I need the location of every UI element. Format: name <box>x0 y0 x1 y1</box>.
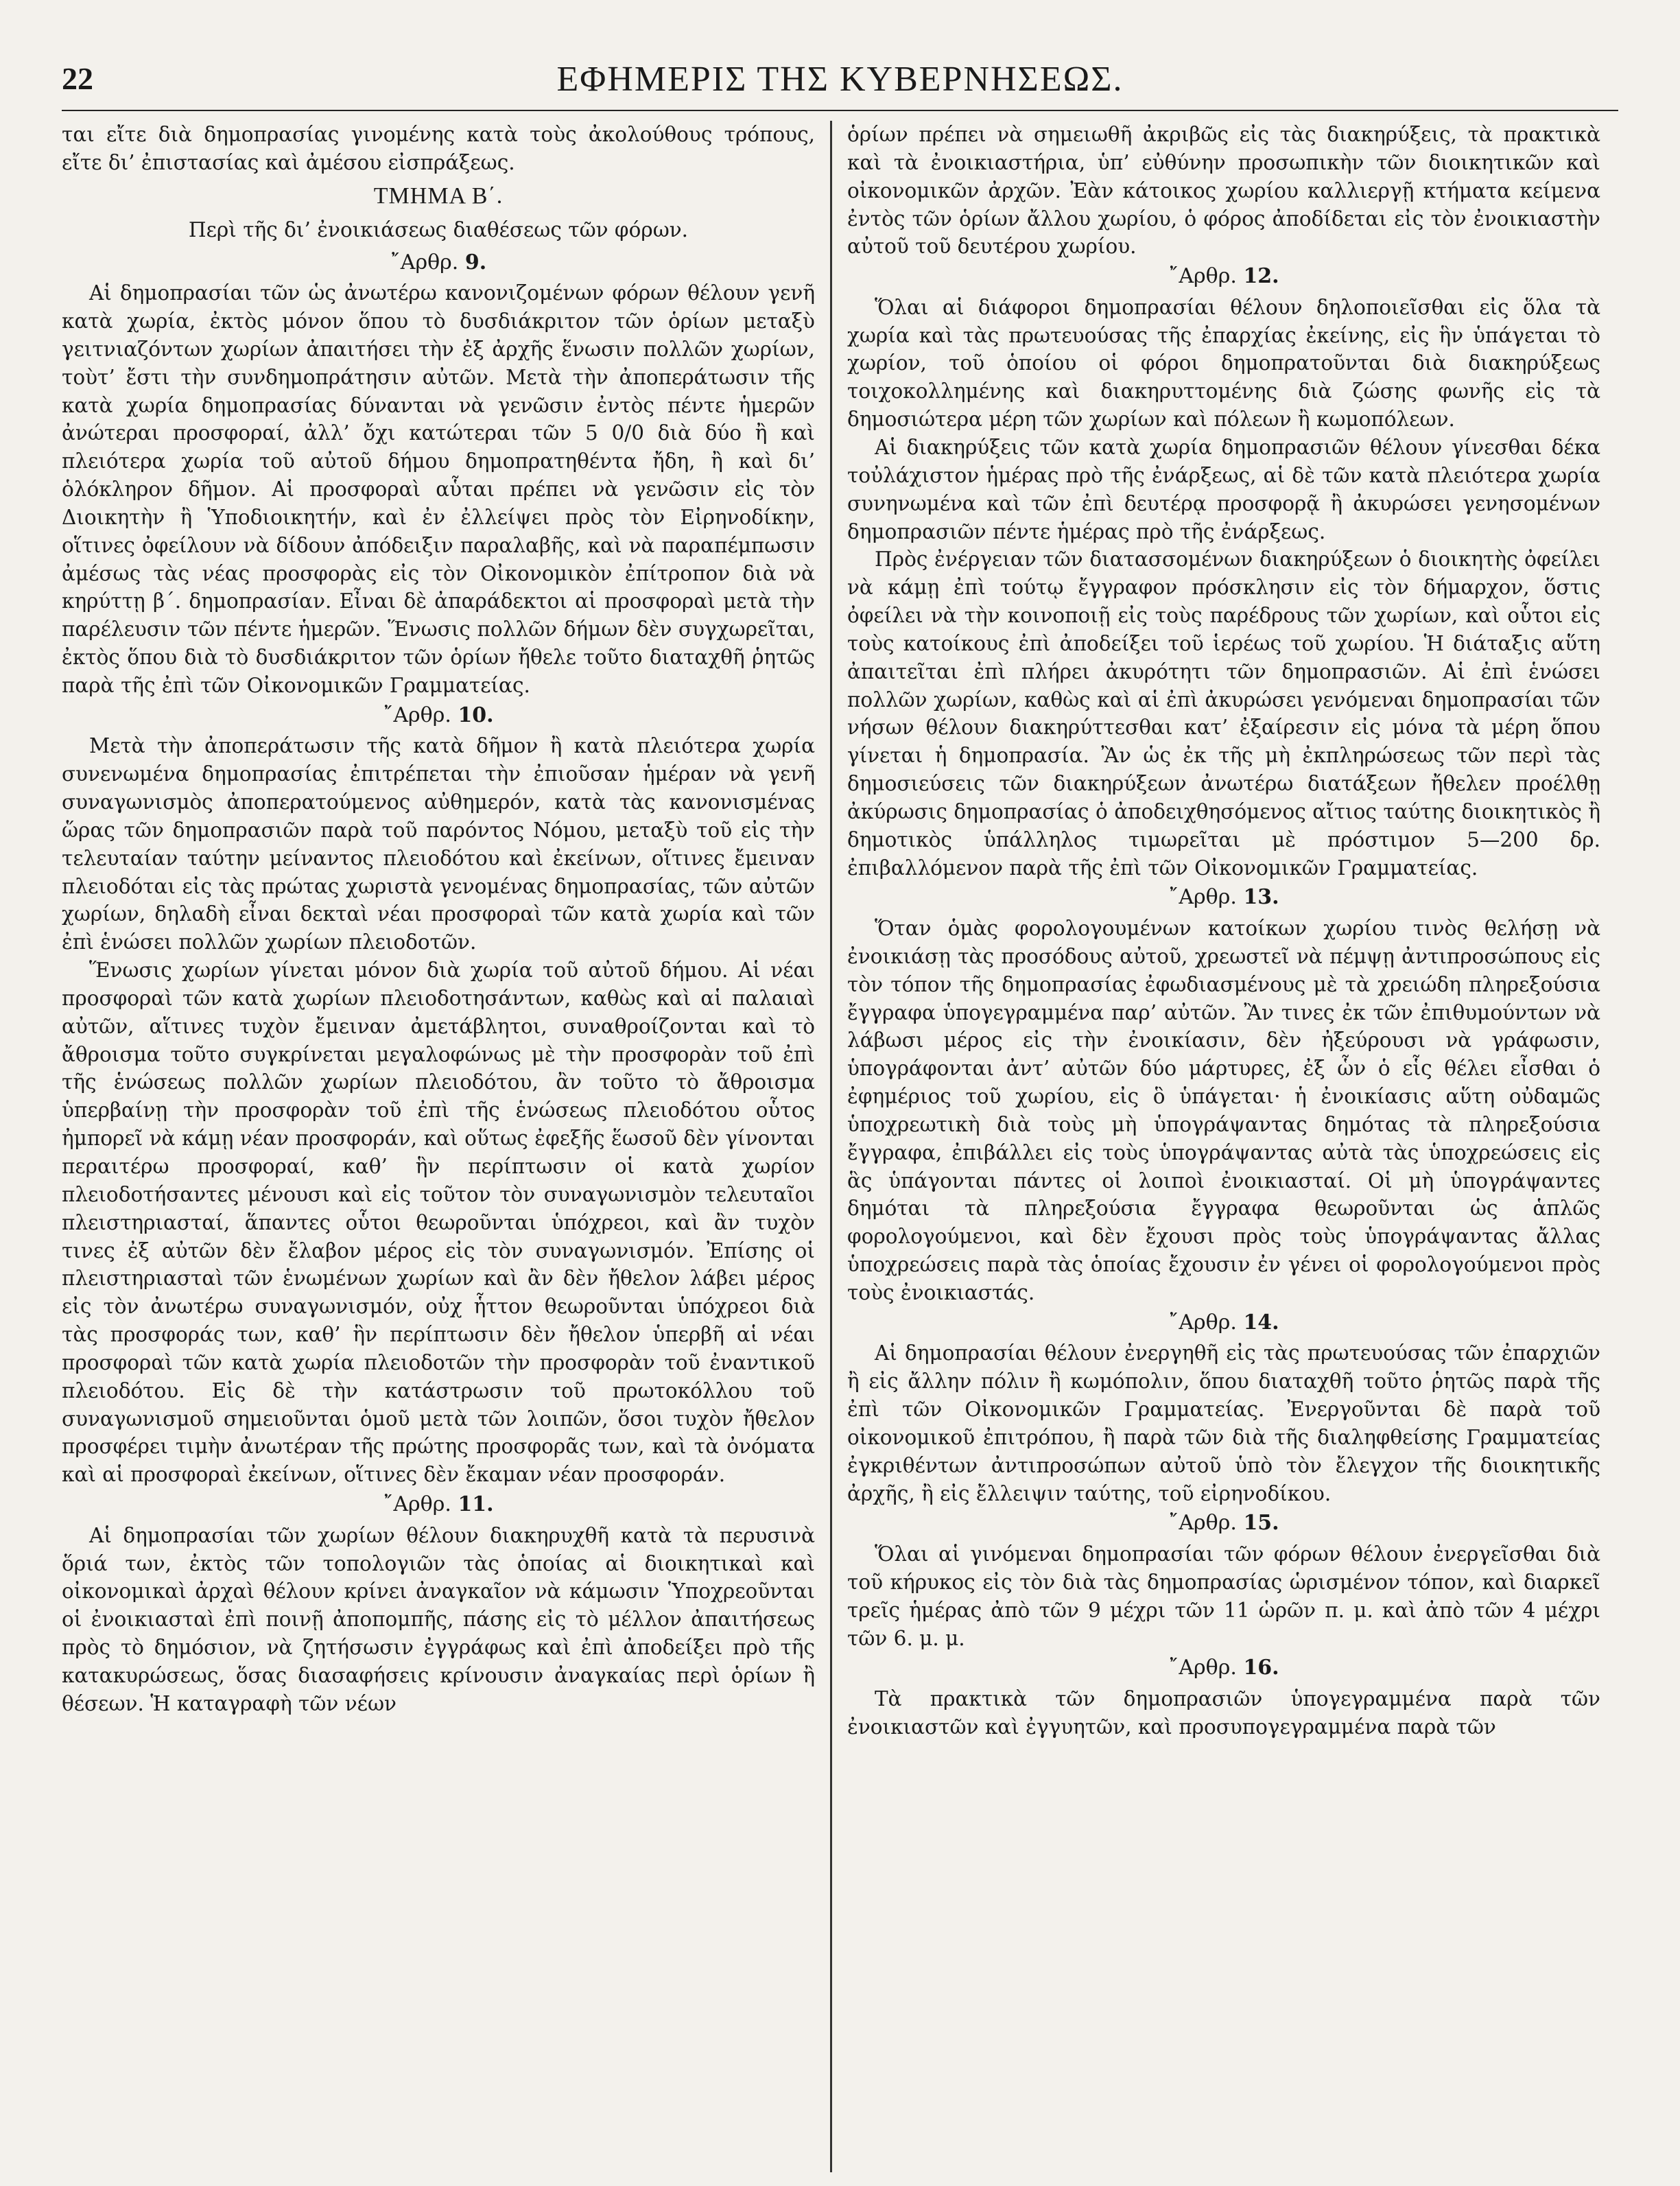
article-heading-9 <box>62 248 815 277</box>
article-label: ῎Αρθρ. <box>1168 885 1237 910</box>
page-header <box>62 55 1618 111</box>
paragraph: Ἕνωσις χωρίων γίνεται μόνον διὰ χωρία τοῦ αὐτοῦ δήμου. Αἱ νέαι προσφοραὶ τῶν κατὰ χωρίων πλειοδοτησάντων, καθὼς καὶ αἱ παλαιαὶ αὐτῶν, αἵτινες τυχὸν ἔμειναν ἀμετάβλητοι, συναθροίζονται καὶ τὸ ἄθροισμα τοῦτο συγκρίνεται μεγαλοφώνως μὲ τὴν προσφορὰν τοῦ ἐπὶ τῆς ἑνώσεως πολλῶν χωρίων πλειοδότου, ἂν τοῦτο τὸ ἄθροισμα ὑπερβαίνῃ τὴν προσφορὰν τοῦ ἐπὶ τῆς ἑνώσεως πλειοδότου οὗτος ἠμπορεῖ νὰ κάμῃ νέαν προσφοράν, καὶ οὕτως ἐφεξῆς ἕωσοῦ δὲν γίνονται περαιτέρω προσφοραί, καθ’ ἣν περίπτωσιν οἱ κατὰ χωρίον πλειοδοτήσαντες μένουσι καὶ εἰς τοῦτον τὸν συναγωνισμὸν τελευταῖοι πλειστηριασταί, ἅπαντες οὗτοι θεωροῦνται ὑπόχρεοι, καὶ ἂν τυχὸν τινες ἐξ αὐτῶν δὲν ἔλαβον μέρος εἰς τὸν συναγωνισμόν. Ἐπίσης οἱ πλειστηριασταὶ τῶν ἑνωμένων χωρίων καὶ ἂν δὲν ἤθελον λάβει μέρος εἰς τὸν ἀνωτέρω συναγωνισμόν, οὐχ ἧττον θεωροῦνται ὑπόχρεοι διὰ τὰς προσφοράς των, καθ’ ἣν περίπτωσιν δὲν ἤθελον ὑπερβῆ αἱ νέαι προσφοραὶ τῶν κατὰ χωρία πλειοδοτῶν τὴν προσφορὰν τοῦ ἐναντικοῦ πλειοδότου. Εἰς δὲ τὴν κατάστρωσιν τοῦ πρωτοκόλλου τοῦ συναγωνισμοῦ σημειοῦνται ὁμοῦ μετὰ τῶν λοιπῶν, ὅσοι τυχὸν ἤθελον προσφέρει τιμὴν ἀνωτέραν τῆς πρώτης προσφορᾶς των, καὶ τὰ ὀνόματα καὶ αἱ προσφοραὶ ἐκείνων, οἵτινες δὲν ἔκαμαν νέαν προσφοράν. <box>62 959 815 1487</box>
article-number: 12. <box>1243 264 1279 289</box>
text-columns <box>62 121 1618 2172</box>
article-heading-12 <box>847 262 1600 291</box>
article-heading-11 <box>62 1490 815 1519</box>
article-heading-14 <box>847 1308 1600 1337</box>
article-number: 16. <box>1243 1656 1279 1680</box>
article-number: 13. <box>1243 885 1279 910</box>
paragraph: Πρὸς ἐνέργειαν τῶν διατασσομένων διακηρύξεων ὁ διοικητὴς ὀφείλει νὰ κάμῃ ἐπὶ τούτῳ ἔγγραφον πρόσκλησιν εἰς τὸν δήμαρχον, ὅστις ὀφείλει νὰ τὴν κοινοποιῇ εἰς τοὺς παρέδρους τῶν χωρίων, καὶ οὗτοι εἰς τοὺς κατοίκους ἐπὶ ἀποδείξει τοῦ ἱερέως τοῦ χωρίου. Ἡ διάταξις αὕτη ἀπαιτεῖται ἐπὶ πλήρει ἀκυρότητι τῶν δημοπρασιῶν. Αἱ ἐπὶ ἑνώσει πολλῶν χωρίων, καθὼς καὶ αἱ ἐπὶ ἀκυρώσει γενόμεναι δημοπρασίαι τῶν νήσων θέλουν διακηρύττεσθαι κατ’ ἐξαίρεσιν εἰς μόνα τὰ μέρη ὅπου γίνεται ἡ δημοπρασία. Ἂν ὡς ἐκ τῆς μὴ ἐκπληρώσεως τῶν περὶ τὰς δημοσιεύσεις τῶν διακηρύξεων ἀνωτέρω διατάξεων ἤθελεν προέλθῃ ἀκύρωσις δημοπρασίας ὁ ἀποδειχθησόμενος αἴτιος ταύτης διοικητικὸς ἢ δημοτικὸς ὑπάλληλος τιμωρεῖται μὲ πρόστιμον 5—200 δρ. ἐπιβαλλόμενον παρὰ τῆς ἐπὶ τῶν Οἰκονομικῶν Γραμματείας. <box>847 548 1600 880</box>
paragraph: Αἱ δημοπρασίαι τῶν χωρίων θέλουν διακηρυχθῆ κατὰ τὰ περυσινὰ ὅριά των, ἐκτὸς τῶν τοπολογιῶν τὰς ὁποίας αἱ διοικητικαὶ καὶ οἰκονομικαὶ ἀρχαὶ θέλουν κρίνει ἀναγκαῖον νὰ κάμωσιν Ὑποχρεοῦνται οἱ ἐνοικιασταὶ ἐπὶ ποινῇ ἀποπομπῆς, πάσης εἰς τὸ μέλλον ἀπαιτήσεως πρὸς τὸ δημόσιον, νὰ ζητήσωσιν ἐγγράφως καὶ ἐπὶ ἀποδείξει πρὸ τῆς κατακυρώσεως, ὅσας διασαφήσεις κρίνουσιν ἀναγκαίας περὶ ὁρίων ἢ θέσεων. Ἡ καταγραφὴ τῶν νέων <box>62 1523 815 1715</box>
paragraph: Ὅλαι αἱ διάφοροι δημοπρασίαι θέλουν δηλοποιεῖσθαι εἰς ὅλα τὰ χωρία καὶ τὰς πρωτευούσας τῆς ἐπαρχίας ἐκείνης, εἰς ἣν ὑπάγεται τὸ χωρίον, τοῦ ὁποίου οἱ φόροι δημοπρατοῦνται διὰ διακηρύξεως τοιχοκολλημένης καὶ διακηρυττομένης διὰ ζώσης φωνῆς εἰς τὰ δημοσιώτερα μέρη τῶν χωρίων καὶ πόλεων ἢ κωμοπόλεων. <box>847 295 1600 432</box>
article-number: 14. <box>1243 1310 1279 1335</box>
article-label: ῎Αρθρ. <box>383 1492 451 1517</box>
article-label: ῎Αρθρ. <box>383 703 451 727</box>
article-heading-16 <box>847 1654 1600 1682</box>
article-heading-15 <box>847 1509 1600 1538</box>
article-label: ῎Αρθρ. <box>1168 1511 1237 1536</box>
page-number: 22 <box>62 61 93 96</box>
section-subtitle: Περὶ τῆς δι’ ἐνοικιάσεως διαθέσεως τῶν φόρων. <box>188 218 689 242</box>
paragraph: Ὅταν ὁμὰς φορολογουμένων κατοίκων χωρίου τινὸς θελήσῃ νὰ ἐνοικιάσῃ τὰς προσόδους αὐτοῦ, χρεωστεῖ νὰ πέμψῃ ἀντιπροσώπους εἰς τὸν τόπον τῆς δημοπρασίας ἐφωδιασμένους μὲ τὰ χρειώδη πληρεξούσια ἔγγραφα ὑπογεγραμμένα παρ’ αὐτῶν. Ἂν τινες ἐκ τῶν ἐπιθυμούντων νὰ λάβωσι μέρος εἰς τὴν ἐνοικίασιν, δὲν ἠξεύρουσι νὰ γράφωσιν, ὑπογράφονται ἀντ’ αὐτῶν δύο μάρτυρες, ἐξ ὧν ὁ εἷς θέλει εἶσθαι ὁ ἐφημέριος τοῦ χωρίου, εἰς ὃ ὑπάγεται· ἡ ἐνοικίασις αὕτη οὐδαμῶς ὑποχρεωτικὴ διὰ τοὺς μὴ ὑπογράψαντας δημότας τὰ πληρεξούσια ἔγγραφα, ἐπιβάλλει εἰς τοὺς ὑπογράψαντας αὐτὰ τὰς ὑποχρεώσεις εἰς ἃς ὑπάγονται πάντες οἱ λοιποὶ ἐνοικιασταί. Οἱ μὴ ὑπογράψαντες δημόται τὰ πληρεξούσια ἔγγραφα θεωροῦνται ὡς ἁπλῶς φορολογούμενοι, καὶ δὲν ἔχουσι πρὸς τοὺς ὑπογράψαντας ἄλλας ὑποχρεώσεις παρὰ τὰς ὁποίας ἔχουσιν ἐν γένει οἱ φορολογούμενοι πρὸς τοὺς ἐνοικιαστάς. <box>847 917 1600 1304</box>
article-label: ῎Αρθρ. <box>1168 264 1237 289</box>
article-label: ῎Αρθρ. <box>1168 1310 1237 1335</box>
right-column <box>832 121 1600 2172</box>
section-title: ΤΜΗΜΑ Β΄. <box>373 183 504 209</box>
paragraph: ται εἴτε διὰ δημοπρασίας γινομένης κατὰ τοὺς ἀκολούθους τρόπους, εἴτε δι’ ἐπιστασίας καὶ ἀμέσου εἰσπράξεως. <box>62 123 815 174</box>
paragraph: Τὰ πρακτικὰ τῶν δημοπρασιῶν ὑπογεγραμμένα παρὰ τῶν ἐνοικιαστῶν καὶ ἐγγυητῶν, καὶ προσυπογεγραμμένα παρὰ τῶν <box>847 1686 1600 1739</box>
article-number: 11. <box>458 1492 494 1517</box>
article-label: ῎Αρθρ. <box>390 250 459 274</box>
paragraph: ὁρίων πρέπει νὰ σημειωθῆ ἀκριβῶς εἰς τὰς διακηρύξεις, τὰ πρακτικὰ καὶ τὰ ἐνοικιαστήρια, ὑπ’ εὐθύνην προσωπικὴν τῶν διοικητικῶν καὶ οἰκονομικῶν ἀρχῶν. Ἐὰν κάτοικος χωρίου καλλιεργῇ κτήματα κείμενα ἐντὸς τῶν ὁρίων ἄλλου χωρίου, ὁ φόρος ἀποδίδεται εἰς τὸν ἐνοικιαστὴν αὐτοῦ τοῦ δευτέρου χωρίου. <box>847 123 1600 259</box>
paragraph: Αἱ διακηρύξεις τῶν κατὰ χωρία δημοπρασιῶν θέλουν γίνεσθαι δέκα τοὐλάχιστον ἡμέρας πρὸ τῆς ἐνάρξεως, αἱ δὲ τῶν κατὰ πλειότερα χωρία συνηνωμένα καὶ τῶν ἐπὶ δευτέρᾳ προσφορᾷ ἢ ἀκυρώσει γενησομένων δημοπρασιῶν πέντε ἡμέρας πρὸ τῆς ἐνάρξεως. <box>847 435 1600 543</box>
paragraph: Αἱ δημοπρασίαι τῶν ὡς ἀνωτέρω κανονιζομένων φόρων θέλουν γενῆ κατὰ χωρία, ἐκτὸς μόνον ὅπου τὸ δυσδιάκριτον τῶν ὁρίων μεταξὺ γειτνιαζόντων χωρίων ἀπαιτήσει τὴν ἐξ ἀρχῆς ἕνωσιν πολλῶν χωρίων, τοὺτ’ ἔστι τὴν συνδημοπράτησιν αὐτῶν. Μετὰ τὴν ἀποπεράτωσιν τῆς κατὰ χωρία δημοπρασίας δύνανται νὰ γενῶσιν ἐντὸς πέντε ἡμερῶν ἀνώτεραι προσφοραί, ἀλλ’ ὄχι κατώτεραι τῶν 5 0/0 διὰ δύο ἢ καὶ πλειότερα χωρία τοῦ αὐτοῦ δήμου δημοπρατηθέντα ἤδη, ἢ καὶ δι’ ὁλόκληρον δῆμον. Αἱ προσφοραὶ αὗται πρέπει νὰ γενῶσιν εἰς τὸν Διοικητὴν ἢ Ὑποδιοικητήν, καὶ ἐν ἐλλείψει πρὸς τὸν Εἰρηνοδίκην, οἵτινες ὀφείλουν νὰ δίδουν ἀπόδειξιν παραλαβῆς, καὶ νὰ παραπέμπωσιν ἀμέσως τὰς νέας προσφορὰς εἰς τὸν Οἰκονομικὸν ἐπίτροπον διὰ νὰ κηρύττῃ β΄. δημοπρασίαν. Εἶναι δὲ ἀπαράδεκτοι αἱ προσφοραὶ μετὰ τὴν παρέλευσιν τῶν πέντε ἡμερῶν. Ἕνωσις πολλῶν δήμων δὲν συγχωρεῖται, ἐκτὸς ὅπου διὰ τὸ δυσδιάκριτον τῶν ὁρίων ἤθελε τοῦτο διαταχθῆ ῥητῶς παρὰ τῆς ἐπὶ τῶν Οἰκονομικῶν Γραμματείας. <box>62 281 815 697</box>
left-column <box>62 121 830 2172</box>
article-number: 10. <box>458 703 494 727</box>
article-number: 9. <box>464 250 487 274</box>
article-heading-10 <box>62 701 815 730</box>
journal-title: ΕΦΗΜΕΡΙΣ ΤΗΣ ΚΥΒΕΡΝΗΣΕΩΣ. <box>556 60 1124 99</box>
article-label: ῎Αρθρ. <box>1168 1656 1237 1680</box>
article-heading-13 <box>847 883 1600 912</box>
paragraph: Αἱ δημοπρασίαι θέλουν ἐνεργηθῆ εἰς τὰς πρωτευούσας τῶν ἐπαρχιῶν ἢ εἰς ἄλλην πόλιν ἢ κωμόπολιν, ὅπου διαταχθῆ τοῦτο ῥητῶς παρὰ τῆς ἐπὶ τῶν Οἰκονομικῶν Γραμματείας. Ἐνεργοῦνται δὲ παρὰ τοῦ οἰκονομικοῦ ἐπιτρόπου, ἢ παρὰ τῶν διὰ τῆς διαληφθείσης Γραμματείας ἐγκριθέντων ἀντιπροσώπων αὐτοῦ ὑπὸ τὸν ἔλεγχον τῆς διοικητικῆς ἀρχῆς, ἢ εἰς ἔλλειψιν ταύτης, τοῦ εἰρηνοδίκου. <box>847 1341 1600 1505</box>
article-number: 15. <box>1243 1511 1279 1536</box>
paragraph: Ὅλαι αἱ γινόμεναι δημοπρασίαι τῶν φόρων θέλουν ἐνεργεῖσθαι διὰ τοῦ κήρυκος εἰς τὸν διὰ τὰς δημοπρασίας ὡρισμένον τόπον, καὶ διαρκεῖ τρεῖς ἡμέρας ἀπὸ τῶν 9 μέχρι τῶν 11 ὡρῶν π. μ. καὶ ἀπὸ τῶν 4 μέχρι τῶν 6. μ. μ. <box>847 1542 1600 1650</box>
paragraph: Μετὰ τὴν ἀποπεράτωσιν τῆς κατὰ δῆμον ἢ κατὰ πλειότερα χωρία συνενωμένα δημοπρασίας ἐπιτρέπεται τὴν ἐπιοῦσαν ἡμέραν νὰ γενῆ συναγωνισμὸς ἀποπερατούμενος αὐθημερόν, κατὰ τὰς κανονισμένας ὥρας τῶν δημοπρασιῶν παρὰ τοῦ παρόντος Νόμου, μεταξὺ τοῦ εἰς τὴν τελευταίαν ταύτην μείναντος πλειοδότου καὶ ἐκείνων, οἵτινες ἔμειναν πλειοδόται εἰς τὰς πρώτας χωριστὰ γενομένας δημοπρασίας, τῶν αὐτῶν χωρίων, δηλαδὴ εἶναι δεκταὶ νέαι προσφοραὶ τῶν κατὰ χωρία καὶ τῶν ἐπὶ ἑνώσει πολλῶν χωρίων πλειοδοτῶν. <box>62 734 815 954</box>
